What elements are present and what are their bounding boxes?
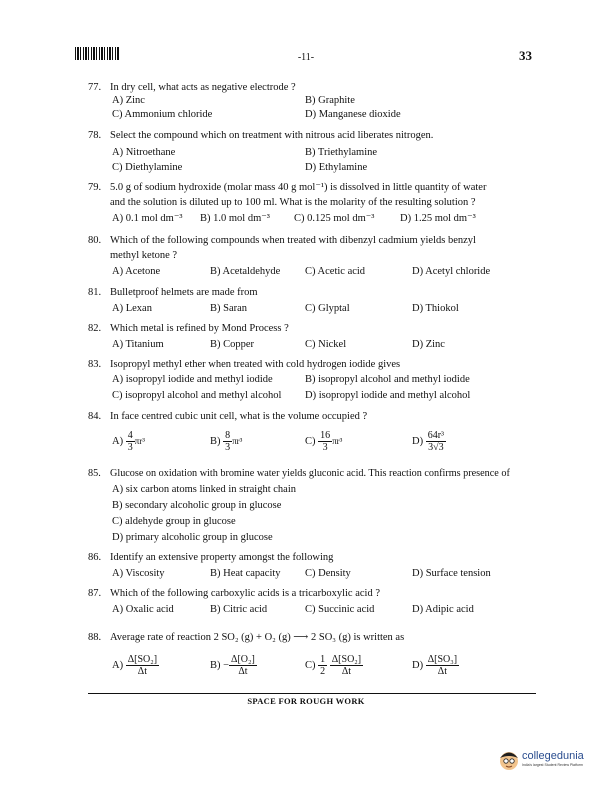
denominator: Δt — [341, 666, 352, 677]
option-c: C) isopropyl alcohol and methyl alcohol — [112, 390, 282, 401]
denominator: Δt — [238, 666, 248, 677]
option-c — [305, 430, 342, 453]
option-label: D) — [412, 659, 424, 671]
question-text: Select the compound which on treatment with nitrous acid liberates nitrogen. — [110, 130, 434, 141]
option-label: A) — [112, 435, 124, 447]
question-text: In dry cell, what acts as negative electrode ? — [110, 82, 296, 93]
option-c: C) Ammonium chloride — [112, 109, 213, 120]
option-b: B) Acetaldehyde — [210, 266, 281, 277]
option-b — [210, 654, 257, 677]
option-d: D) Ethylamine — [305, 162, 368, 173]
numerator: 64r³ — [427, 430, 445, 441]
question-80 — [88, 234, 538, 248]
fraction — [318, 654, 327, 677]
option-b: B) Heat capacity — [210, 568, 281, 579]
question-87 — [88, 587, 538, 601]
question-text: In face centred cubic unit cell, what is the volume occupied ? — [110, 411, 368, 422]
fraction — [330, 654, 363, 677]
option-label: C) — [305, 435, 316, 447]
question-text-cont: methyl ketone ? — [110, 250, 178, 261]
question-81 — [88, 286, 538, 300]
option-d: D) primary alcoholic group in glucose — [112, 532, 273, 543]
option-a: A) Viscosity — [112, 568, 165, 579]
option-c — [305, 654, 363, 677]
question-text: 5.0 g of sodium hydroxide (molar mass 40 g mol⁻¹) is dissolved in little quantity of water — [110, 182, 487, 193]
numerator: 1 — [320, 654, 326, 665]
question-text: Which metal is refined by Mond Process ? — [110, 323, 289, 334]
option-b — [210, 430, 242, 453]
divider — [88, 693, 536, 694]
logo-text: collegedunia — [522, 750, 584, 762]
fraction — [426, 654, 459, 677]
option-b: B) isopropyl alcohol and methyl iodide — [305, 374, 470, 385]
option-a: A) Zinc — [112, 95, 145, 106]
question-number: 85. — [88, 468, 101, 479]
minus-sign: − — [223, 659, 230, 671]
fraction — [426, 430, 446, 453]
question-text: Bulletproof helmets are made from — [110, 287, 258, 298]
option-d: D) Manganese dioxide — [305, 109, 401, 120]
denominator: 3 — [127, 442, 133, 453]
question-number: 83. — [88, 359, 102, 370]
denominator: 2 — [320, 666, 326, 677]
term: πr³ — [332, 435, 343, 446]
option-b: B) Copper — [210, 339, 255, 350]
option-b: B) Saran — [210, 303, 248, 314]
question-text: Which of the following carboxylic acids is a tricarboxylic acid ? — [110, 588, 380, 599]
question-number: 79. — [88, 182, 102, 193]
denominator: Δt — [137, 666, 148, 677]
question-85 — [88, 467, 538, 481]
option-c: C) Acetic acid — [305, 266, 366, 277]
question-number: 82. — [88, 323, 102, 334]
option-a: A) Nitroethane — [112, 147, 176, 158]
fraction — [318, 430, 332, 453]
option-c: C) aldehyde group in glucose — [112, 516, 236, 527]
fraction — [229, 654, 257, 677]
question-text: Isopropyl methyl ether when treated with cold hydrogen iodide gives — [110, 359, 401, 370]
option-a: A) six carbon atoms linked in straight chain — [112, 484, 297, 495]
option-d — [412, 654, 459, 677]
question-text-cont: and the solution is diluted up to 100 ml. What is the molarity of the resulting solution ? — [110, 197, 476, 208]
question-88 — [88, 631, 538, 645]
question-78 — [88, 129, 538, 143]
option-a: A) Titanium — [112, 339, 164, 350]
denominator: 3√3 — [428, 442, 444, 453]
question-number: 81. — [88, 287, 102, 298]
option-label: A) — [112, 659, 124, 671]
term: πr³ — [232, 435, 243, 446]
question-number: 88. — [88, 632, 102, 643]
question-82 — [88, 322, 538, 336]
option-d: D) Thiokol — [412, 303, 459, 314]
option-label: D) — [412, 435, 424, 447]
question-number: 78. — [88, 130, 102, 141]
option-a: A) isopropyl iodide and methyl iodide — [112, 374, 273, 385]
option-d: D) Acetyl chloride — [412, 266, 491, 277]
option-c: C) Density — [305, 568, 351, 579]
numerator: Δ[SO₂] — [331, 654, 362, 665]
question-number: 87. — [88, 588, 102, 599]
question-84 — [88, 410, 538, 424]
mascot-icon — [498, 749, 520, 771]
question-text: Average rate of reaction 2 SO₂ (g) + O₂ (g) ⟶ 2 SO₃ (g) is written as — [110, 632, 405, 643]
numerator: Δ[SO₂] — [127, 654, 158, 665]
denominator: Δt — [437, 666, 448, 677]
option-c: C) Nickel — [305, 339, 347, 350]
option-b: B) Triethylamine — [305, 147, 378, 158]
question-79 — [88, 181, 538, 195]
option-b: B) Citric acid — [210, 604, 268, 615]
option-c: C) 0.125 mol dm⁻³ — [294, 213, 375, 224]
question-number: 86. — [88, 552, 102, 563]
option-a: A) 0.1 mol dm⁻³ — [112, 213, 183, 224]
option-a — [112, 654, 159, 677]
fraction — [126, 654, 159, 677]
collegedunia-logo — [498, 749, 608, 773]
denominator: 3 — [322, 442, 328, 453]
fraction — [223, 430, 232, 453]
page-number: -11- — [297, 52, 315, 63]
question-83 — [88, 358, 538, 372]
option-b: B) Graphite — [305, 95, 355, 106]
option-c: C) Glyptal — [305, 303, 350, 314]
question-number: 77. — [88, 82, 102, 93]
option-d: D) Surface tension — [412, 568, 491, 579]
logo-tagline: India's largest Student Review Platform — [522, 763, 583, 767]
option-b: B) secondary alcoholic group in glucose — [112, 500, 282, 511]
option-a: A) Acetone — [112, 266, 161, 277]
option-label: B) — [210, 435, 221, 447]
numerator: 16 — [320, 430, 331, 441]
option-d: D) isopropyl iodide and methyl alcohol — [305, 390, 471, 401]
option-label: B) — [210, 659, 221, 671]
numerator: 8 — [225, 430, 231, 441]
question-86 — [88, 551, 538, 565]
option-a: A) Lexan — [112, 303, 152, 314]
fraction — [126, 430, 135, 453]
question-number: 84. — [88, 411, 102, 422]
numerator: Δ[O₂] — [231, 654, 255, 665]
numerator: 4 — [127, 430, 133, 441]
question-text: Which of the following compounds when treated with dibenzyl cadmium yields benzyl — [110, 235, 476, 246]
option-c: C) Succinic acid — [305, 604, 375, 615]
rough-work-label: SPACE FOR ROUGH WORK — [247, 696, 365, 706]
option-label: C) — [305, 659, 316, 671]
option-d — [412, 430, 446, 453]
booklet-number: 33 — [519, 48, 532, 63]
question-text: Identify an extensive property amongst the following — [110, 552, 334, 563]
option-b: B) 1.0 mol dm⁻³ — [200, 213, 270, 224]
numerator: Δ[SO₃] — [427, 654, 458, 665]
question-text: Glucose on oxidation with bromine water yields gluconic acid. This reaction confirms presence of — [110, 468, 510, 479]
question-number: 80. — [88, 235, 102, 246]
option-a: A) Oxalic acid — [112, 604, 174, 615]
option-a — [112, 430, 145, 453]
option-c: C) Diethylamine — [112, 162, 183, 173]
option-d: D) Adipic acid — [412, 604, 474, 615]
option-d: D) 1.25 mol dm⁻³ — [400, 213, 476, 224]
term: πr³ — [134, 435, 145, 446]
denominator: 3 — [225, 442, 231, 453]
question-77 — [88, 81, 538, 95]
option-d: D) Zinc — [412, 339, 445, 350]
